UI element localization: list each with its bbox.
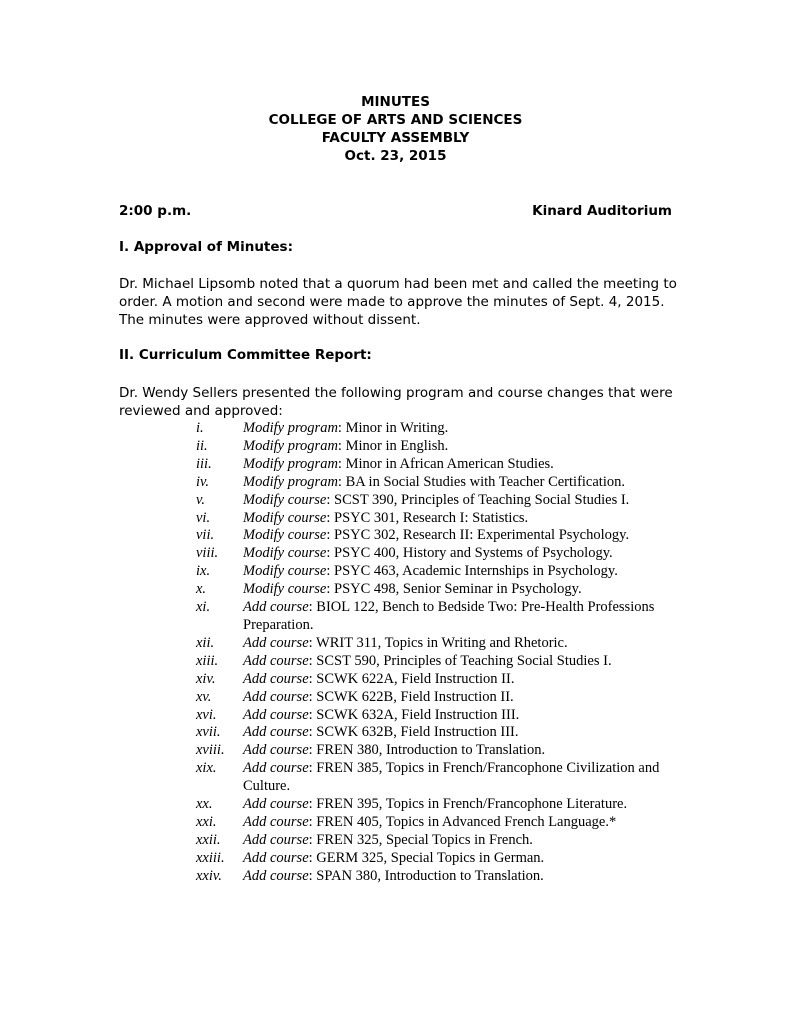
list-item-detail: : Minor in English. xyxy=(337,437,449,454)
list-item-kind: Add course xyxy=(243,760,309,777)
list-item-kind: Modify course xyxy=(243,527,327,544)
list-item-detail: : GERM 325, Special Topics in German. xyxy=(308,849,545,866)
section-approval-title: I. Approval of Minutes: xyxy=(119,239,293,255)
list-item xyxy=(196,456,676,474)
list-item-number: xxii. xyxy=(196,831,221,848)
list-item-number: xix. xyxy=(196,760,217,777)
list-item-text xyxy=(243,653,676,671)
list-item-kind: Add course xyxy=(243,796,309,813)
list-item-text xyxy=(243,760,676,796)
list-item-detail: : WRIT 311, Topics in Writing and Rhetoric. xyxy=(308,634,568,651)
list-item-text xyxy=(243,742,676,760)
list-item-text xyxy=(243,689,676,707)
list-item xyxy=(196,420,676,438)
list-item-number: xx. xyxy=(196,796,213,813)
meeting-location: Kinard Auditorium xyxy=(532,203,672,219)
list-item-kind: Modify program xyxy=(243,437,338,454)
list-item-text xyxy=(243,635,676,653)
list-item-text xyxy=(243,545,676,563)
list-item-text xyxy=(243,832,676,850)
list-item-number: x. xyxy=(196,581,207,598)
list-item xyxy=(196,563,676,581)
list-item-number: xv. xyxy=(196,688,212,705)
list-item-text xyxy=(243,420,676,438)
list-item-text xyxy=(243,671,676,689)
list-item-number: xxi. xyxy=(196,813,217,830)
list-item xyxy=(196,689,676,707)
list-item-text xyxy=(243,707,676,725)
list-item-text xyxy=(243,599,676,635)
list-item xyxy=(196,474,676,492)
list-item-kind: Modify course xyxy=(243,491,327,508)
list-item-detail: : FREN 395, Topics in French/Francophone Literature. xyxy=(308,796,628,813)
list-item-kind: Add course xyxy=(243,688,309,705)
section-approval-body: Dr. Michael Lipsomb noted that a quorum had been met and called the meeting to order. A motion and second were made to approve the minutes of Sept. 4, 2015. The minutes were approved without dissent. xyxy=(119,276,677,328)
list-item xyxy=(196,760,676,796)
list-item-number: xii. xyxy=(196,634,215,651)
list-item-kind: Add course xyxy=(243,706,309,723)
list-item-detail: : SCST 390, Principles of Teaching Social Studies I. xyxy=(326,491,630,508)
heading-college: COLLEGE OF ARTS AND SCIENCES xyxy=(268,112,523,128)
list-item-number: ix. xyxy=(196,563,211,580)
list-item-number: ii. xyxy=(196,437,208,454)
list-item-text xyxy=(243,510,676,528)
list-item-kind: Add course xyxy=(243,742,309,759)
list-item xyxy=(196,671,676,689)
list-item xyxy=(196,653,676,671)
list-item-detail: : FREN 405, Topics in Advanced French Language.* xyxy=(308,813,617,830)
list-item-number: viii. xyxy=(196,545,219,562)
list-item-detail: : PSYC 498, Senior Seminar in Psychology. xyxy=(326,581,582,598)
heading-assembly: FACULTY ASSEMBLY xyxy=(321,130,470,146)
list-item-text xyxy=(243,527,676,545)
list-item-detail: : SPAN 380, Introduction to Translation. xyxy=(308,867,544,884)
list-item xyxy=(196,545,676,563)
list-item xyxy=(196,724,676,742)
list-item-text xyxy=(243,868,676,886)
list-item-kind: Modify program xyxy=(243,420,338,436)
list-item-kind: Add course xyxy=(243,724,309,741)
list-item-number: xvii. xyxy=(196,724,221,741)
list-item-kind: Modify program xyxy=(243,455,338,472)
list-item-number: xiii. xyxy=(196,652,219,669)
list-item-text xyxy=(243,814,676,832)
list-item-detail: : FREN 325, Special Topics in French. xyxy=(308,831,533,848)
list-item xyxy=(196,527,676,545)
list-item-detail: : SCST 590, Principles of Teaching Social Studies I. xyxy=(308,652,612,669)
list-item-text xyxy=(243,563,676,581)
heading-title: MINUTES xyxy=(361,94,430,110)
list-item-text xyxy=(243,456,676,474)
list-item xyxy=(196,599,676,635)
list-item-kind: Add course xyxy=(243,867,309,884)
list-item-number: v. xyxy=(196,491,205,508)
list-item-detail: : FREN 385, Topics in French/Francophone Civilization and Culture. xyxy=(243,760,660,795)
list-item xyxy=(196,492,676,510)
list-item-number: xviii. xyxy=(196,742,225,759)
list-item-text xyxy=(243,724,676,742)
list-item xyxy=(196,814,676,832)
list-item xyxy=(196,635,676,653)
list-item xyxy=(196,832,676,850)
list-item-text xyxy=(243,438,676,456)
section-curriculum-intro: Dr. Wendy Sellers presented the following program and course changes that were reviewed and approved: xyxy=(119,385,673,419)
list-item-kind: Add course xyxy=(243,849,309,866)
list-item-kind: Add course xyxy=(243,599,309,616)
list-item-detail: : FREN 380, Introduction to Translation. xyxy=(308,742,546,759)
list-item-detail: : SCWK 622A, Field Instruction II. xyxy=(308,670,515,687)
list-item xyxy=(196,581,676,599)
list-item-detail: : SCWK 622B, Field Instruction II. xyxy=(308,688,514,705)
list-item xyxy=(196,850,676,868)
list-item xyxy=(196,438,676,456)
list-item-number: xxiii. xyxy=(196,849,225,866)
list-item xyxy=(196,796,676,814)
list-item-detail: : PSYC 301, Research I: Statistics. xyxy=(326,509,529,526)
list-item-kind: Modify course xyxy=(243,563,327,580)
list-item xyxy=(196,707,676,725)
list-item-detail: : PSYC 463, Academic Internships in Psychology. xyxy=(326,563,618,580)
list-item-kind: Modify course xyxy=(243,509,327,526)
list-item-text xyxy=(243,492,676,510)
list-item-detail: : Minor in Writing. xyxy=(337,420,449,436)
list-item-kind: Add course xyxy=(243,652,309,669)
list-item-text xyxy=(243,474,676,492)
list-item-text xyxy=(243,796,676,814)
list-item xyxy=(196,868,676,886)
list-item-detail: : PSYC 400, History and Systems of Psychology. xyxy=(326,545,613,562)
list-item-number: iv. xyxy=(196,473,210,490)
list-item-kind: Modify course xyxy=(243,545,327,562)
heading-date: Oct. 23, 2015 xyxy=(344,148,447,164)
list-item-kind: Add course xyxy=(243,670,309,687)
list-item-kind: Add course xyxy=(243,831,309,848)
curriculum-change-list xyxy=(196,420,676,886)
list-item-detail: : SCWK 632B, Field Instruction III. xyxy=(308,724,519,741)
document-heading xyxy=(0,93,791,165)
list-item-text xyxy=(243,850,676,868)
list-item xyxy=(196,742,676,760)
list-item-number: i. xyxy=(196,420,204,436)
list-item-number: xi. xyxy=(196,599,211,616)
list-item-kind: Add course xyxy=(243,813,309,830)
list-item xyxy=(196,510,676,528)
list-item-detail: : Minor in African American Studies. xyxy=(337,455,554,472)
list-item-text xyxy=(243,581,676,599)
meeting-meta xyxy=(119,203,672,219)
list-item-detail: : BA in Social Studies with Teacher Certification. xyxy=(337,473,625,490)
list-item-number: xxiv. xyxy=(196,867,222,884)
list-item-detail: : BIOL 122, Bench to Bedside Two: Pre-Health Professions Preparation. xyxy=(243,599,655,633)
list-item-kind: Modify program xyxy=(243,473,338,490)
list-item-kind: Add course xyxy=(243,634,309,651)
list-item-number: vii. xyxy=(196,527,215,544)
list-item-number: xvi. xyxy=(196,706,217,723)
list-item-detail: : SCWK 632A, Field Instruction III. xyxy=(308,706,520,723)
list-item-kind: Modify course xyxy=(243,581,327,598)
list-item-detail: : PSYC 302, Research II: Experimental Psychology. xyxy=(326,527,630,544)
list-item-number: vi. xyxy=(196,509,211,526)
list-item-number: iii. xyxy=(196,455,212,472)
meeting-time: 2:00 p.m. xyxy=(119,203,192,219)
list-item-number: xiv. xyxy=(196,670,216,687)
section-curriculum-title: II. Curriculum Committee Report: xyxy=(119,347,372,363)
